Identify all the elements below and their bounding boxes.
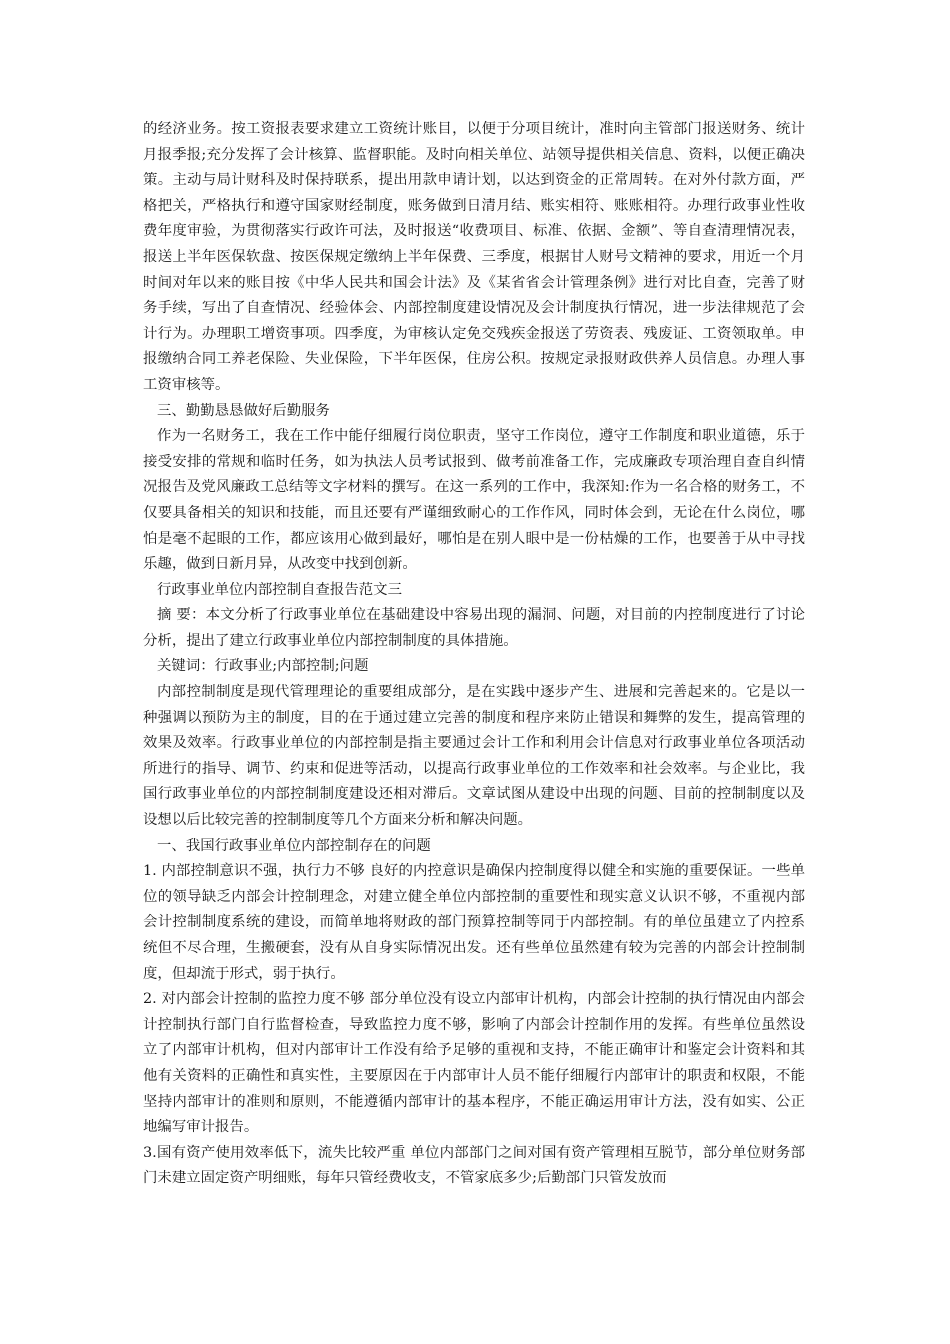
paragraph-work-attitude: 作为一名财务工，我在工作中能仔细履行岗位职责，坚守工作岗位，遵守工作制度和职业道德，乐于接受安排的常规和临时任务，如为执法人员考试报到、做考前准备工作，完成廉政专项治理自查自纠情况报告及党风廉政工总结等文字材料的撰写。在这一系列的工作中，我深知:作为一名合格的财务工，不仅要具备相关的知识和技能，而且还要有严谨细致耐心的工作作风，同时体会到，无论在什么岗位，哪怕是毫不起眼的工作，都应该用心做到最好，哪怕是在别人眼中是一份枯燥的工作，也要善于从中寻找乐趣，做到日新月异，从改变中找到创新。 xyxy=(143,428,805,573)
document-body xyxy=(143,117,805,1192)
problem-item-2: 2. 对内部会计控制的监控力度不够 部分单位没有设立内部审计机构，内部会计控制的执行情况由内部会计控制执行部门自行监督检查，导致监控力度不够，影响了内部会计控制作用的发挥。有些单位虽然设立了内部审计机构，但对内部审计工作没有给予足够的重视和支持，不能正确审计和鉴定会计资料和其他有关资料的正确性和真实性，主要原因在于内部审计人员不能仔细履行内部审计的职责和权限，不能坚持内部审计的准则和原则，不能遵循内部审计的基本程序，不能正确运用审计方法，没有如实、公正地编写审计报告。 xyxy=(143,991,805,1136)
abstract: 摘 要：本文分析了行政事业单位在基础建设中容易出现的漏洞、问题，对目前的内控制度进行了讨论分析，提出了建立行政事业单位内部控制制度的具体措施。 xyxy=(143,607,805,649)
keywords: 关键词：行政事业;内部控制;问题 xyxy=(157,658,369,675)
paragraph-introduction: 内部控制制度是现代管理理论的重要组成部分，是在实践中逐步产生、进展和完善起来的。它是以一种强调以预防为主的制度，目的在于通过建立完善的制度和程序来防止错误和舞弊的发生，提高管理的效果及效率。行政事业单位的内部控制是指主要通过会计工作和利用会计信息对行政事业单位各项活动所进行的指导、调节、约束和促进等活动，以提高行政事业单位的工作效率和社会效率。与企业比，我国行政事业单位的内部控制制度建设还相对滞后。文章试图从建设中出现的问题、目前的控制制度以及设想以后比较完善的控制制度等几个方面来分析和解决问题。 xyxy=(143,684,805,829)
problem-item-3: 3.国有资产使用效率低下，流失比较严重 单位内部部门之间对国有资产管理相互脱节，部分单位财务部门未建立固定资产明细账，每年只管经费收支，不管家底多少;后勤部门只管发放而 xyxy=(143,1144,805,1187)
paragraph-payroll-accounting: 的经济业务。按工资报表要求建立工资统计账目，以便于分项目统计，准时向主管部门报送财务、统计月报季报;充分发挥了会计核算、监督职能。及时向相关单位、站领导提供相关信息、资料，以便正确决策。主动与局计财科及时保持联系，提出用款申请计划，以达到资金的正常周转。在对外付款方面，严格把关，严格执行和遵守国家财经制度，账务做到日清月结、账实相符、账账相符。办理行政事业性收费年度审验，为贯彻落实行政许可法，及时报送“收费项目、标准、依据、金额”、等自查清理情况表，报送上半年医保软盘、按医保规定缴纳上半年保费、三季度，根据甘人财号文精神的要求，用近一个月时间对年以来的账目按《中华人民共和国会计法》及《某省省会计管理条例》进行对比自查，完善了财务手续，写出了自查情况、经验体会、内部控制度建设情况及会计制度执行情况，进一步法律规范了会计行为。办理职工增资事项。四季度，为审核认定免交残疾金报送了劳资表、残废证、工资领取单。申报缴纳合同工养老保险、失业保险，下半年医保，住房公积。按规定录报财政供养人员信息。办理人事工资审核等。 xyxy=(143,121,805,393)
section-heading-logistics: 三、勤勤恳恳做好后勤服务 xyxy=(157,402,330,419)
problem-item-1: 1. 内部控制意识不强，执行力不够 良好的内控意识是确保内控制度得以健全和实施的重要保证。一些单位的领导缺乏内部会计控制理念，对建立健全单位内部控制的重要性和现实意义认识不够，不重视内部会计控制制度系统的建设，而简单地将财政的部门预算控制等同于内部控制。有的单位虽建立了内控系统但不尽合理，生搬硬套，没有从自身实际情况出发。还有些单位虽然建有较为完善的内部会计控制制度，但却流于形式，弱于执行。 xyxy=(143,863,805,982)
section-heading-problems: 一、我国行政事业单位内部控制存在的问题 xyxy=(157,837,431,854)
article-title: 行政事业单位内部控制自查报告范文三 xyxy=(157,581,402,598)
